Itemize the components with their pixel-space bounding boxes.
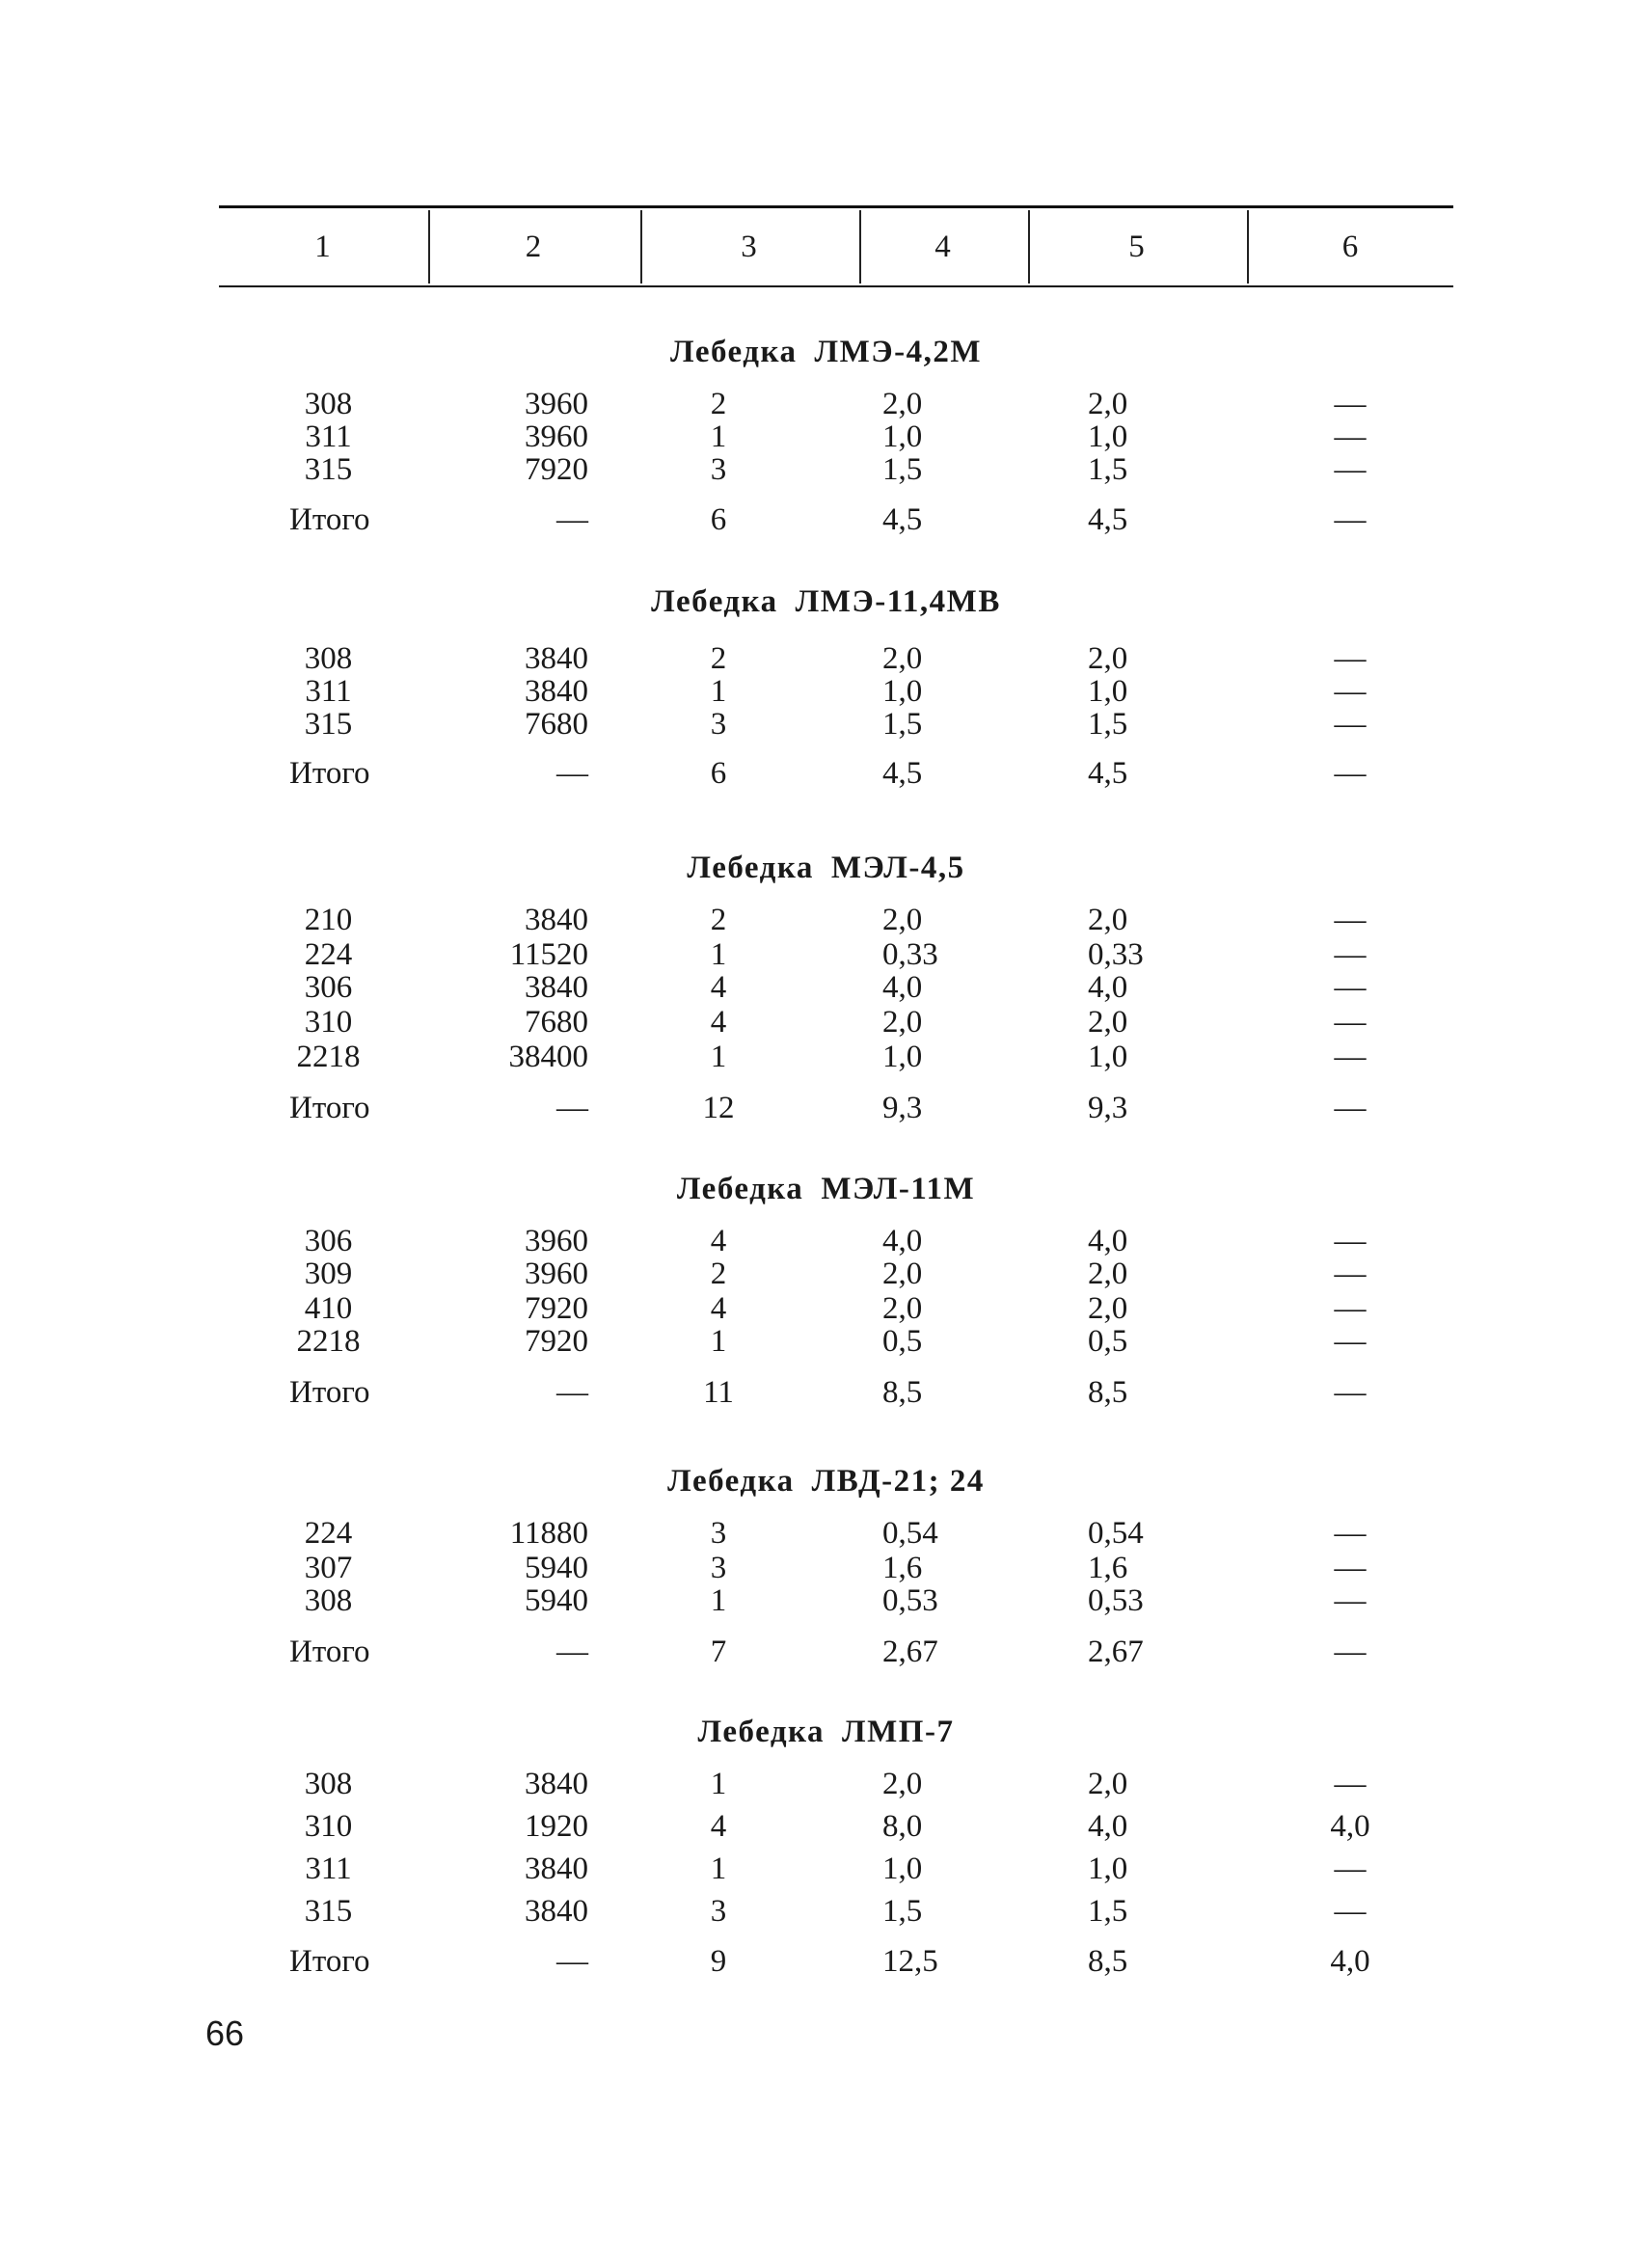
table-cell-col5: 4,0	[1088, 1809, 1128, 1844]
total-cell-col3: 7	[710, 1635, 727, 1669]
total-cell-col3: 9	[710, 1944, 727, 1979]
table-cell-col4: 1,0	[882, 674, 923, 709]
table-cell-col1: 315	[304, 707, 353, 742]
table-cell-col3: 3	[710, 1894, 727, 1929]
table-cell-col4: 2,0	[882, 1767, 923, 1801]
section-title-model: ЛМЭ-11,4МВ	[795, 584, 1001, 619]
total-label: Итого	[289, 1635, 370, 1669]
table-cell-col5: 1,0	[1088, 1040, 1128, 1074]
total-cell-col4: 4,5	[882, 502, 923, 537]
total-cell-col3: 12	[702, 1091, 735, 1125]
table-cell-col1: 210	[304, 903, 353, 937]
table-cell-col2: 3960	[525, 387, 588, 421]
total-cell-col3: 11	[703, 1375, 734, 1410]
table-cell-col2: 7920	[525, 1291, 588, 1326]
table-cell-col4: 4,0	[882, 1224, 923, 1258]
total-cell-col5: 4,5	[1088, 756, 1128, 791]
table-cell-col6: —	[1334, 387, 1367, 421]
header-cell-4: 4	[934, 229, 951, 264]
table-cell-col5: 2,0	[1088, 387, 1128, 421]
section-title-model: ЛВД-21; 24	[811, 1464, 985, 1499]
table-cell-col5: 1,5	[1088, 452, 1128, 487]
section-title	[0, 851, 1652, 886]
table-cell-col4: 4,0	[882, 970, 923, 1005]
table-cell-col5: 1,5	[1088, 707, 1128, 742]
total-cell-col6: —	[1334, 502, 1367, 537]
total-cell-col4: 9,3	[882, 1091, 923, 1125]
table-cell-col6: —	[1334, 707, 1367, 742]
table-cell-col6: —	[1334, 1851, 1367, 1886]
table-cell-col4: 2,0	[882, 1005, 923, 1040]
section-title-word: Лебедка	[651, 584, 778, 619]
table-cell-col5: 0,53	[1088, 1583, 1144, 1618]
table-cell-col3: 4	[710, 970, 727, 1005]
header-divider	[1028, 210, 1030, 284]
table-cell-col4: 1,5	[882, 1894, 923, 1929]
table-cell-col3: 1	[710, 1324, 727, 1359]
section-title	[0, 335, 1652, 370]
table-cell-col1: 308	[304, 387, 353, 421]
total-cell-col5: 9,3	[1088, 1091, 1128, 1125]
total-cell-col2: —	[556, 756, 588, 791]
header-cell-3: 3	[741, 229, 757, 264]
table-cell-col6: —	[1334, 1040, 1367, 1074]
table-cell-col4: 1,5	[882, 707, 923, 742]
table-cell-col1: 224	[304, 1516, 353, 1551]
table-cell-col5: 0,5	[1088, 1324, 1128, 1359]
table-cell-col6: —	[1334, 1005, 1367, 1040]
total-cell-col3: 6	[710, 502, 727, 537]
header-divider	[640, 210, 642, 284]
table-cell-col5: 2,0	[1088, 1005, 1128, 1040]
table-cell-col4: 2,0	[882, 903, 923, 937]
total-cell-col3: 6	[710, 756, 727, 791]
table-cell-col6: —	[1334, 452, 1367, 487]
table-cell-col2: 3960	[525, 419, 588, 454]
table-cell-col1: 310	[304, 1005, 353, 1040]
table-cell-col1: 307	[304, 1551, 353, 1585]
table-cell-col2: 3840	[525, 674, 588, 709]
table-cell-col5: 2,0	[1088, 1291, 1128, 1326]
table-cell-col4: 1,0	[882, 1040, 923, 1074]
header-divider	[859, 210, 861, 284]
table-cell-col4: 8,0	[882, 1809, 923, 1844]
table-cell-col5: 2,0	[1088, 641, 1128, 676]
table-cell-col3: 4	[710, 1224, 727, 1258]
table-cell-col6: —	[1334, 1583, 1367, 1618]
table-cell-col1: 306	[304, 1224, 353, 1258]
section-title	[0, 1464, 1652, 1500]
table-cell-col3: 3	[710, 1516, 727, 1551]
table-cell-col2: 3840	[525, 903, 588, 937]
table-cell-col2: 5940	[525, 1551, 588, 1585]
table-cell-col5: 2,0	[1088, 1257, 1128, 1291]
table-cell-col1: 410	[304, 1291, 353, 1326]
table-cell-col6: —	[1334, 674, 1367, 709]
table-cell-col6: —	[1334, 1894, 1367, 1929]
total-cell-col6: —	[1334, 756, 1367, 791]
table-cell-col3: 1	[710, 1767, 727, 1801]
table-cell-col2: 7680	[525, 1005, 588, 1040]
table-cell-col2: 7920	[525, 1324, 588, 1359]
table-cell-col5: 4,0	[1088, 970, 1128, 1005]
table-cell-col2: 7920	[525, 452, 588, 487]
section-title	[0, 584, 1652, 620]
table-cell-col1: 2218	[296, 1040, 361, 1074]
table-cell-col3: 3	[710, 707, 727, 742]
total-cell-col6: —	[1334, 1091, 1367, 1125]
table-cell-col2: 11520	[509, 937, 588, 972]
table-cell-col2: 3960	[525, 1224, 588, 1258]
table-cell-col3: 2	[710, 387, 727, 421]
table-cell-col3: 2	[710, 1257, 727, 1291]
table-cell-col1: 310	[304, 1809, 353, 1844]
table-cell-col5: 1,6	[1088, 1551, 1128, 1585]
table-cell-col6: 4,0	[1330, 1809, 1370, 1844]
table-cell-col5: 1,0	[1088, 1851, 1128, 1886]
table-cell-col3: 1	[710, 674, 727, 709]
table-cell-col6: —	[1334, 419, 1367, 454]
section-title-word: Лебедка	[669, 335, 798, 369]
table-cell-col6: —	[1334, 1257, 1367, 1291]
table-cell-col6: —	[1334, 1324, 1367, 1359]
total-label: Итого	[289, 1091, 370, 1125]
section-title-model: ЛМП-7	[842, 1715, 955, 1749]
table-cell-col1: 315	[304, 452, 353, 487]
table-cell-col2: 11880	[509, 1516, 588, 1551]
table-cell-col6: —	[1334, 1516, 1367, 1551]
table-cell-col4: 2,0	[882, 1291, 923, 1326]
table-cell-col3: 2	[710, 903, 727, 937]
table-cell-col6: —	[1334, 937, 1367, 972]
table-cell-col4: 2,0	[882, 641, 923, 676]
table-cell-col5: 1,5	[1088, 1894, 1128, 1929]
section-title	[0, 1172, 1652, 1207]
table-cell-col4: 0,5	[882, 1324, 923, 1359]
page-number: 66	[205, 2013, 245, 2053]
table-cell-col2: 3840	[525, 970, 588, 1005]
table-cell-col5: 0,54	[1088, 1516, 1144, 1551]
table-cell-col6: —	[1334, 1224, 1367, 1258]
table-cell-col6: —	[1334, 1551, 1367, 1585]
section-title-word: Лебедка	[676, 1172, 804, 1206]
table-cell-col2: 3840	[525, 1894, 588, 1929]
total-label: Итого	[289, 1944, 370, 1979]
table-cell-col3: 1	[710, 419, 727, 454]
total-cell-col2: —	[556, 502, 588, 537]
table-cell-col4: 1,5	[882, 452, 923, 487]
section-title-word: Лебедка	[697, 1715, 826, 1749]
total-cell-col6: 4,0	[1330, 1944, 1370, 1979]
table-cell-col5: 4,0	[1088, 1224, 1128, 1258]
header-cell-2: 2	[525, 229, 542, 264]
total-label: Итого	[289, 1375, 370, 1410]
section-title-model: ЛМЭ-4,2М	[814, 335, 982, 369]
table-cell-col3: 4	[710, 1291, 727, 1326]
total-cell-col5: 8,5	[1088, 1944, 1128, 1979]
table-cell-col6: —	[1334, 641, 1367, 676]
table-cell-col3: 4	[710, 1809, 727, 1844]
section-title-word: Лебедка	[687, 851, 814, 885]
table-cell-col3: 1	[710, 1851, 727, 1886]
total-cell-col2: —	[556, 1091, 588, 1125]
table-cell-col1: 2218	[296, 1324, 361, 1359]
table-cell-col4: 0,53	[882, 1583, 938, 1618]
table-cell-col4: 2,0	[882, 387, 923, 421]
table-cell-col1: 315	[304, 1894, 353, 1929]
table-cell-col3: 4	[710, 1005, 727, 1040]
table-cell-col4: 0,54	[882, 1516, 938, 1551]
total-cell-col2: —	[556, 1944, 588, 1979]
table-cell-col1: 311	[305, 674, 352, 709]
table-cell-col1: 308	[304, 1583, 353, 1618]
section-title-model: МЭЛ-11М	[821, 1172, 976, 1206]
section-title	[0, 1715, 1652, 1750]
table-cell-col6: —	[1334, 1767, 1367, 1801]
total-cell-col2: —	[556, 1635, 588, 1669]
table-cell-col5: 1,0	[1088, 419, 1128, 454]
total-cell-col6: —	[1334, 1635, 1367, 1669]
total-cell-col6: —	[1334, 1375, 1367, 1410]
section-title-word: Лебедка	[667, 1464, 795, 1499]
table-cell-col3: 3	[710, 1551, 727, 1585]
header-divider	[428, 210, 430, 284]
table-cell-col2: 3840	[525, 1767, 588, 1801]
section-title-model: МЭЛ-4,5	[830, 851, 965, 885]
table-cell-col3: 1	[710, 1583, 727, 1618]
table-cell-col5: 0,33	[1088, 937, 1144, 972]
table-cell-col5: 2,0	[1088, 1767, 1128, 1801]
table-cell-col2: 1920	[525, 1809, 588, 1844]
header-divider	[1247, 210, 1249, 284]
table-cell-col1: 309	[304, 1257, 353, 1291]
table-cell-col4: 1,0	[882, 419, 923, 454]
table-cell-col2: 38400	[508, 1040, 588, 1074]
table-header-row	[219, 206, 1453, 287]
total-cell-col4: 12,5	[882, 1944, 938, 1979]
header-cell-5: 5	[1128, 229, 1145, 264]
table-cell-col3: 3	[710, 452, 727, 487]
header-cell-6: 6	[1341, 229, 1359, 264]
table-cell-col2: 3840	[525, 641, 588, 676]
table-cell-col4: 2,0	[882, 1257, 923, 1291]
table-cell-col4: 1,6	[882, 1551, 923, 1585]
header-cell-1: 1	[314, 229, 331, 264]
table-cell-col3: 1	[710, 1040, 727, 1074]
total-cell-col5: 4,5	[1088, 502, 1128, 537]
table-cell-col6: —	[1334, 903, 1367, 937]
table-cell-col2: 3960	[525, 1257, 588, 1291]
table-cell-col1: 311	[305, 1851, 352, 1886]
table-cell-col1: 311	[305, 419, 352, 454]
table-cell-col3: 2	[710, 641, 727, 676]
table-cell-col6: —	[1334, 1291, 1367, 1326]
table-cell-col1: 224	[304, 937, 353, 972]
table-cell-col1: 306	[304, 970, 353, 1005]
table-cell-col3: 1	[710, 937, 727, 972]
total-label: Итого	[289, 756, 370, 791]
total-cell-col4: 8,5	[882, 1375, 923, 1410]
total-cell-col5: 2,67	[1088, 1635, 1144, 1669]
table-cell-col5: 2,0	[1088, 903, 1128, 937]
table-cell-col4: 0,33	[882, 937, 938, 972]
total-cell-col4: 4,5	[882, 756, 923, 791]
table-cell-col1: 308	[304, 1767, 353, 1801]
table-header-bottom-rule	[219, 285, 1453, 287]
total-label: Итого	[289, 502, 370, 537]
table-cell-col6: —	[1334, 970, 1367, 1005]
total-cell-col5: 8,5	[1088, 1375, 1128, 1410]
total-cell-col4: 2,67	[882, 1635, 938, 1669]
table-cell-col4: 1,0	[882, 1851, 923, 1886]
table-cell-col1: 308	[304, 641, 353, 676]
table-cell-col5: 1,0	[1088, 674, 1128, 709]
total-cell-col2: —	[556, 1375, 588, 1410]
table-cell-col2: 5940	[525, 1583, 588, 1618]
table-cell-col2: 7680	[525, 707, 588, 742]
table-cell-col2: 3840	[525, 1851, 588, 1886]
